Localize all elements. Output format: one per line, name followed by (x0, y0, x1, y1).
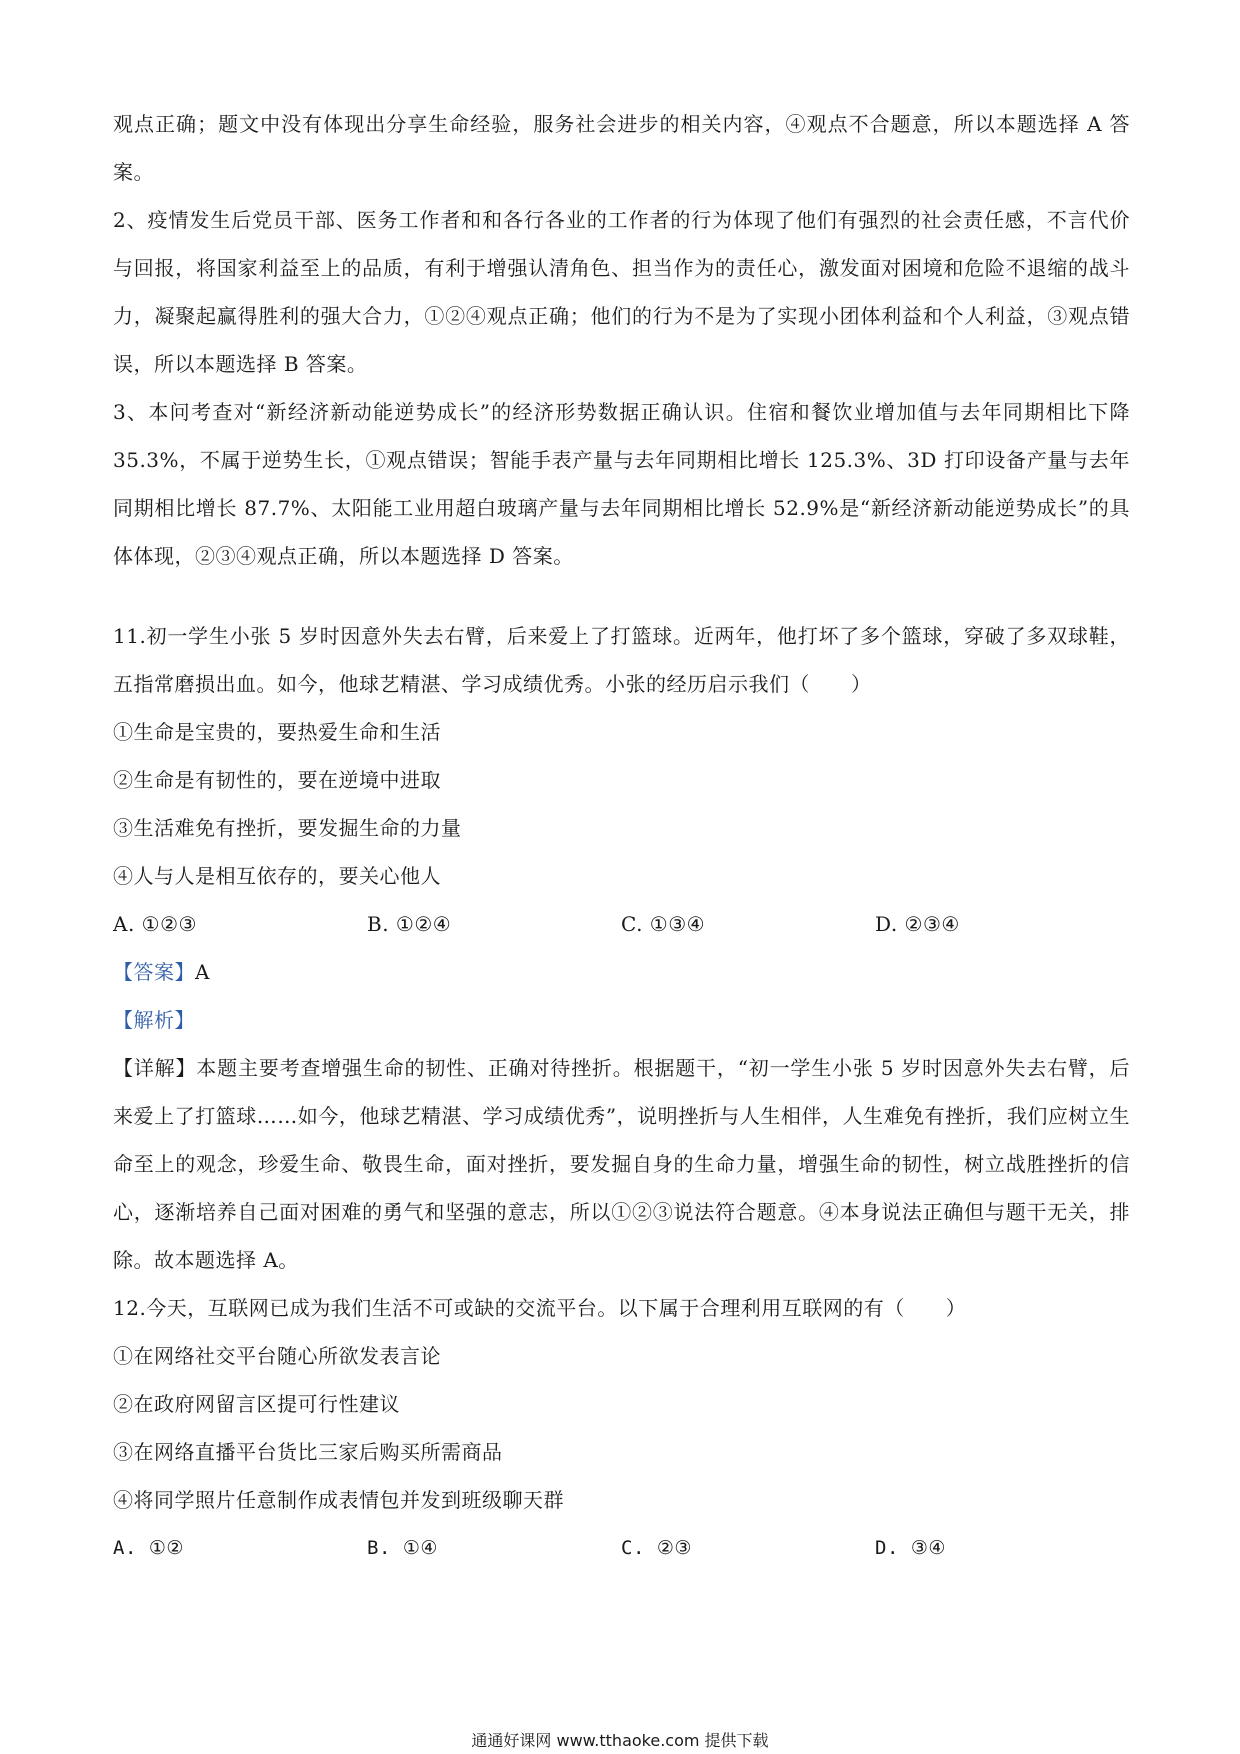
question-12-item-3: ③在网络直播平台货比三家后购买所需商品 (113, 1440, 503, 1464)
question-11-detail (113, 1044, 1130, 1284)
question-11-item-1: ①生命是宝贵的，要热爱生命和生活 (113, 720, 441, 744)
question-12-option-d: D. ③④ (875, 1537, 946, 1559)
question-12-option-a: A. ①② (113, 1537, 184, 1559)
document-body (113, 100, 1130, 1572)
question-12-option-b: B. ①④ (367, 1537, 438, 1559)
analysis-tag: 【解析】 (113, 1008, 195, 1032)
page-footer: 通通好课网 www.tthaoke.com 提供下载 (471, 1731, 769, 1750)
question-11-options (113, 900, 1130, 948)
question-11-answer (113, 948, 1130, 996)
question-12-item-1: ①在网络社交平台随心所欲发表言论 (113, 1344, 441, 1368)
prev-analysis-point-3: 3、本问考查对“新经济新动能逆势成长”的经济形势数据正确认识。住宿和餐饮业增加值与去年同期相比下降 35.3%，不属于逆势生长，①观点错误；智能手表产量与去年同期相比增长 125.3%、3D 打印设备产量与去年同期相比增长 87.7%、太阳能工业用超白玻璃产量与去年同期相比增长 52.9%是“新经济新动能逆势成长”的具体体现，②③④观点正确，所以本题选择 D 答案。 (113, 400, 1130, 568)
answer-value: A (195, 960, 210, 984)
answer-tag: 【答案】 (113, 960, 195, 984)
question-11-item-2: ②生命是有韧性的，要在逆境中进取 (113, 768, 441, 792)
section-gap (113, 580, 1130, 612)
question-11-item-4: ④人与人是相互依存的，要关心他人 (113, 864, 441, 888)
question-12-item-4: ④将同学照片任意制作成表情包并发到班级聊天群 (113, 1488, 564, 1512)
question-11-stem: 11.初一学生小张 5 岁时因意外失去右臂，后来爱上了打篮球。近两年，他打坏了多个篮球，穿破了多双球鞋，五指常磨损出血。如今，他球艺精湛、学习成绩优秀。小张的经历启示我们（ ） (113, 624, 1130, 696)
prev-analysis-point-2: 2、疫情发生后党员干部、医务工作者和和各行各业的工作者的行为体现了他们有强烈的社会责任感，不言代价与回报，将国家利益至上的品质，有利于增强认清角色、担当作为的责任心，激发面对困境和危险不退缩的战斗力，凝聚起赢得胜利的强大合力，①②④观点正确；他们的行为不是为了实现小团体利益和个人利益，③观点错误，所以本题选择 B 答案。 (113, 208, 1130, 376)
question-11-option-c: C. ①③④ (621, 912, 706, 936)
question-11-option-d: D. ②③④ (875, 912, 960, 936)
question-12-item-2: ②在政府网留言区提可行性建议 (113, 1392, 400, 1416)
question-11-analysis-heading (113, 996, 1130, 1044)
detail-text: 本题主要考查增强生命的韧性、正确对待挫折。根据题干，“初一学生小张 5 岁时因意外失去右臂，后来爱上了打篮球……如今，他球艺精湛、学习成绩优秀”，说明挫折与人生相伴，人生难免有挫折，我们应树立生命至上的观念，珍爱生命、敬畏生命，面对挫折，要发掘自身的生命力量，增强生命的韧性，树立战胜挫折的信心，逐渐培养自己面对困难的勇气和坚强的意志，所以①②③说法符合题意。④本身说法正确但与题干无关，排除。故本题选择 A。 (113, 1056, 1130, 1272)
question-12-stem: 12.今天，互联网已成为我们生活不可或缺的交流平台。以下属于合理利用互联网的有（ ） (113, 1296, 967, 1320)
prev-analysis-tail: 观点正确；题文中没有体现出分享生命经验，服务社会进步的相关内容，④观点不合题意，所以本题选择 A 答案。 (113, 112, 1130, 184)
question-11-option-b: B. ①②④ (367, 912, 452, 936)
question-11-option-a: A. ①②③ (113, 912, 197, 936)
question-11-item-3: ③生活难免有挫折，要发掘生命的力量 (113, 816, 462, 840)
question-12-options (113, 1524, 1130, 1572)
question-12-option-c: C. ②③ (621, 1537, 692, 1559)
detail-tag: 【详解】 (113, 1056, 197, 1080)
